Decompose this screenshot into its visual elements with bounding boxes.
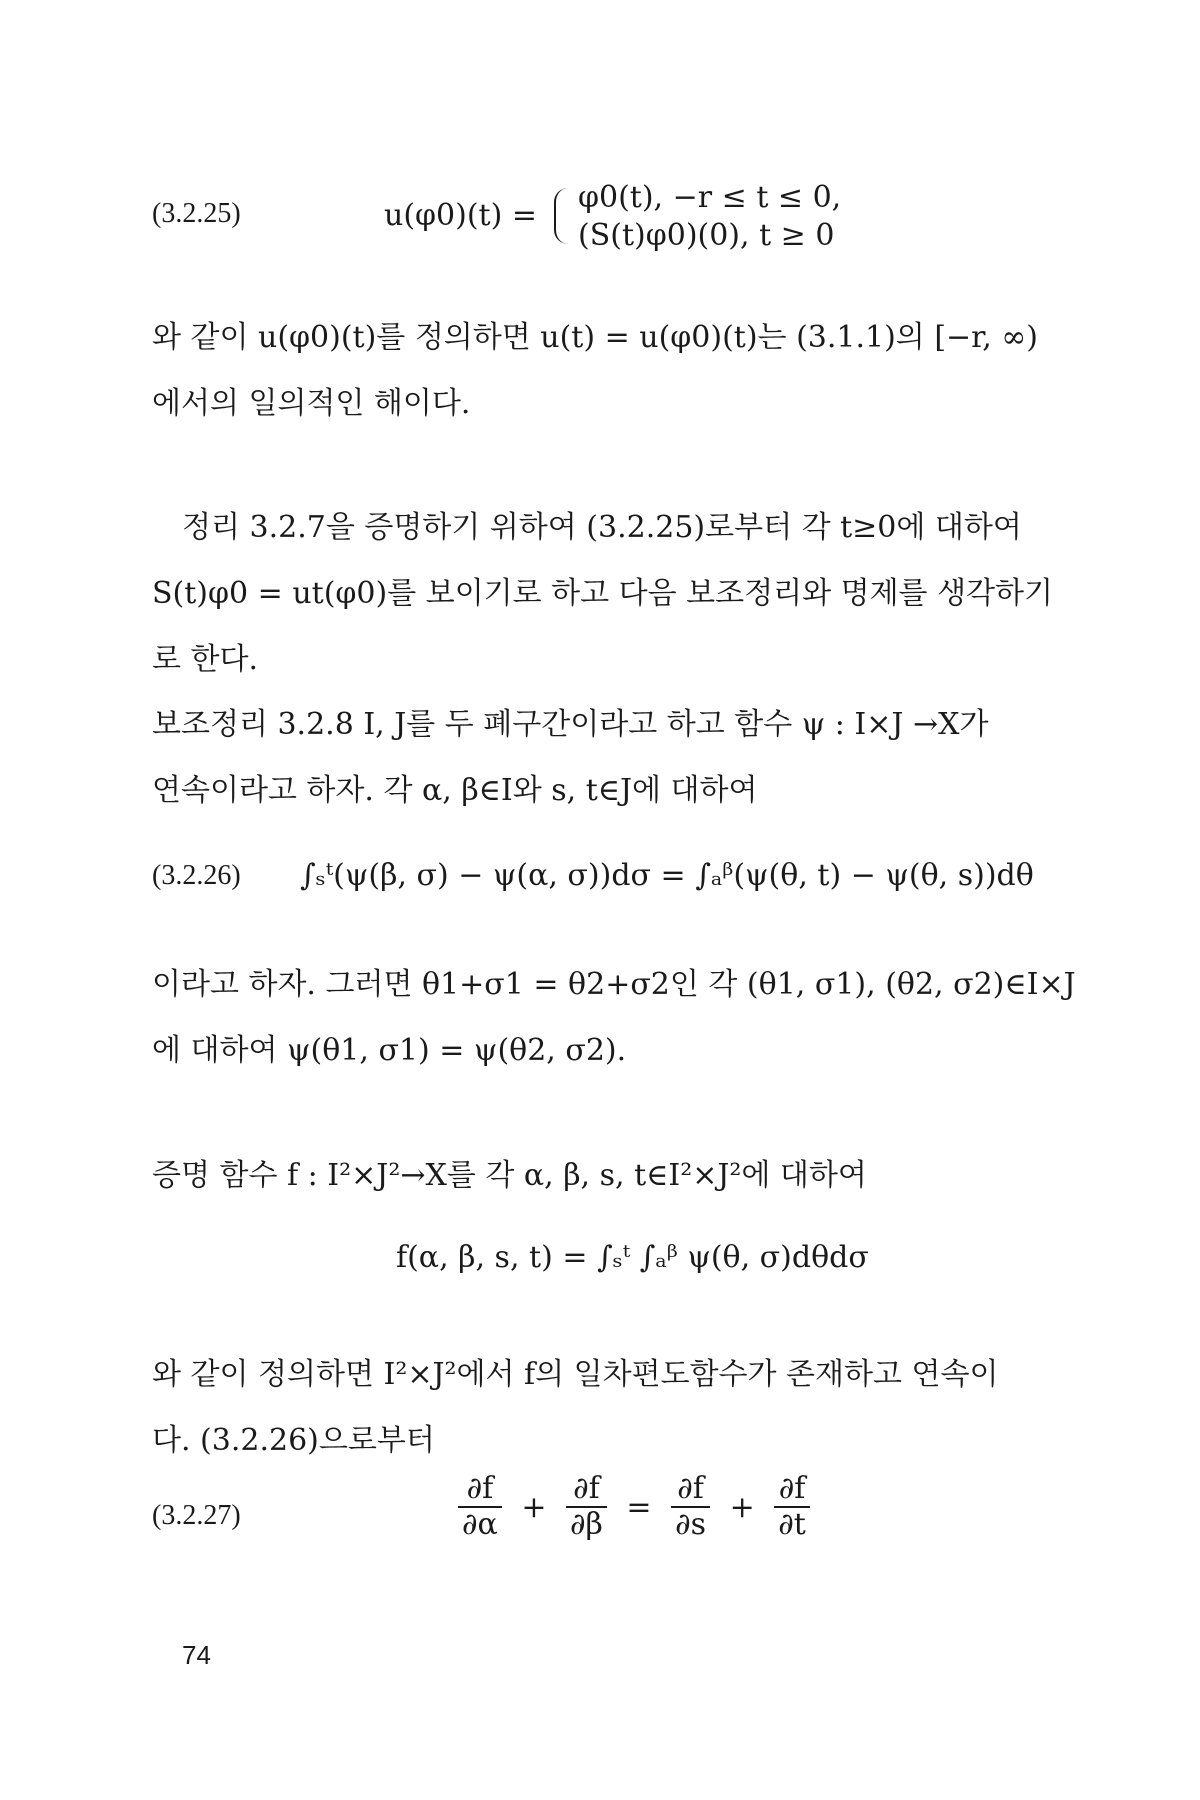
lemma-line-2: 연속이라고 하자. 각 α, β∈I와 s, t∈J에 대하여 — [152, 773, 758, 808]
fraction-numerator: ∂f — [566, 1472, 607, 1508]
paragraph-4-line-1: 와 같이 정의하면 I²×J²에서 f의 일차편도함수가 존재하고 연속이 — [152, 1357, 999, 1392]
equation-3-2-25-lhs: u(φ0)(t) = — [384, 198, 537, 233]
plus-sign: + — [729, 1489, 755, 1525]
paragraph-4 — [152, 1342, 1052, 1474]
fraction-df-dalpha — [458, 1472, 502, 1542]
fraction-numerator: ∂f — [774, 1472, 810, 1508]
lemma-3-2-8 — [152, 692, 1052, 824]
paragraph-1-line-1: 와 같이 u(φ0)(t)를 정의하면 u(t) = u(φ0)(t)는 (3.1.1)의 [−r, ∞) — [152, 320, 1038, 355]
plus-sign: + — [521, 1489, 547, 1525]
paragraph-2-line-2: S(t)φ0 = ut(φ0)를 보이기로 하고 다음 보조정리와 명제를 생각하기 — [152, 576, 1053, 611]
paragraph-3-line-2: 에 대하여 ψ(θ1, σ1) = ψ(θ2, σ2). — [152, 1033, 627, 1068]
equation-number-3-2-26: (3.2.26) — [152, 860, 241, 891]
fraction-denominator: ∂s — [675, 1507, 707, 1542]
paragraph-2-line-1: 정리 3.2.7을 증명하기 위하여 (3.2.25)로부터 각 t≥0에 대하여 — [182, 510, 1022, 545]
paragraph-4-line-2: 다. (3.2.26)으로부터 — [152, 1423, 435, 1458]
paragraph-3-line-1: 이라고 하자. 그러면 θ1+σ1 = θ2+σ2인 각 (θ1, σ1), (θ2, σ2)∈I×J — [152, 967, 1076, 1002]
equation-3-2-25-case1: φ0(t), −r ≤ t ≤ 0, — [578, 180, 842, 215]
equation-3-2-25-case2: (S(t)φ0)(0), t ≥ 0 — [578, 218, 835, 253]
proof-line-1: 증명 함수 f : I²×J²→X를 각 α, β, s, t∈I²×J²에 대하여 — [152, 1158, 867, 1193]
equation-number-3-2-27: (3.2.27) — [152, 1500, 241, 1531]
paragraph-2 — [152, 495, 1052, 693]
fraction-numerator: ∂f — [671, 1472, 710, 1508]
page-number: 74 — [182, 1640, 211, 1670]
fraction-df-dbeta — [566, 1472, 607, 1542]
lemma-line-1: 보조정리 3.2.8 I, J를 두 폐구간이라고 하고 함수 ψ : I×J →X가 — [152, 707, 989, 742]
proof — [152, 1143, 1052, 1209]
paragraph-1-line-2: 에서의 일의적인 해이다. — [152, 386, 471, 421]
paragraph-3 — [152, 952, 1076, 1084]
cases-brace — [554, 188, 572, 244]
fraction-df-ds — [671, 1472, 710, 1542]
fraction-df-dt — [774, 1472, 810, 1542]
paragraph-1 — [152, 305, 1052, 437]
fraction-numerator: ∂f — [458, 1472, 502, 1508]
equation-f-definition: f(α, β, s, t) = ∫ₛᵗ ∫ₐᵝ ψ(θ, σ)dθdσ — [396, 1240, 869, 1275]
fraction-denominator: ∂α — [462, 1507, 498, 1542]
paragraph-2-line-3: 로 한다. — [152, 642, 259, 677]
equation-number-3-2-25: (3.2.25) — [152, 198, 241, 229]
fraction-denominator: ∂t — [778, 1507, 806, 1542]
equals-sign: = — [626, 1489, 652, 1525]
equation-3-2-27 — [454, 1472, 814, 1542]
equation-3-2-26: ∫ₛᵗ(ψ(β, σ) − ψ(α, σ))dσ = ∫ₐᵝ(ψ(θ, t) − ψ(θ, s))dθ — [300, 858, 1034, 893]
fraction-denominator: ∂β — [570, 1507, 603, 1542]
